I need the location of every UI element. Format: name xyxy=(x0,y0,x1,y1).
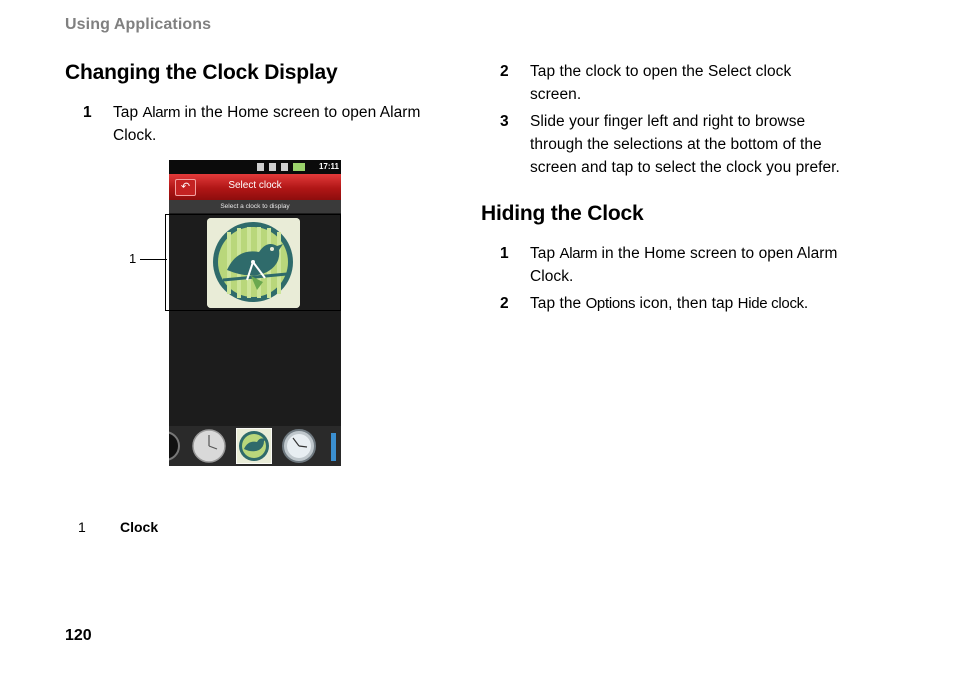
callout-leader-line xyxy=(140,259,167,260)
partial-clock-thumbnail-icon[interactable] xyxy=(169,429,181,463)
step-number: 2 xyxy=(500,63,509,80)
hide-step-1 xyxy=(500,242,900,288)
step-text-line3: screen and tap to select the clock you prefer. xyxy=(530,159,840,176)
bird-clock-thumbnail-icon[interactable] xyxy=(236,428,272,464)
step-text-mid: icon, then tap xyxy=(635,295,738,312)
analog-clock-thumbnail-icon[interactable] xyxy=(191,429,227,463)
step-text-line1: Slide your finger left and right to browse xyxy=(530,113,806,130)
step-number: 1 xyxy=(83,104,92,121)
page-number: 120 xyxy=(65,627,92,644)
clock-selector-strip[interactable] xyxy=(169,426,341,466)
step-number: 2 xyxy=(500,295,509,312)
signal-icon xyxy=(281,163,288,171)
sd-card-icon xyxy=(269,163,276,171)
step-text-line2: through the selections at the bottom of the xyxy=(530,136,822,153)
battery-icon xyxy=(293,163,305,171)
back-icon[interactable]: ↶ xyxy=(175,179,196,196)
step-text-end: . xyxy=(803,295,809,312)
step-text-pre: Tap the xyxy=(530,295,586,312)
ui-term-options: Options xyxy=(585,295,636,312)
clock-highlight-frame xyxy=(165,214,341,311)
section-heading-hiding-clock: Hiding the Clock xyxy=(481,202,644,225)
step-text-pre: Tap xyxy=(530,245,560,262)
caption-number: 1 xyxy=(78,519,86,535)
status-time: 17:11 xyxy=(318,162,339,171)
section-heading-changing-clock: Changing the Clock Display xyxy=(65,61,338,84)
hide-step-2 xyxy=(500,292,920,316)
step-text-pre: Tap xyxy=(113,104,143,121)
running-head: Using Applications xyxy=(65,16,212,33)
screen-title: Select clock xyxy=(228,180,282,191)
digital-clock-thumbnail-icon[interactable] xyxy=(327,429,341,463)
notification-icon xyxy=(257,163,264,171)
step-3-right xyxy=(500,110,900,180)
step-text-line2: Clock. xyxy=(113,127,157,144)
step-text-post: in the Home screen to open Alarm xyxy=(180,104,421,121)
step-text xyxy=(530,110,840,179)
step-number: 1 xyxy=(500,245,509,262)
step-number: 3 xyxy=(500,113,509,130)
chrome-clock-thumbnail-icon[interactable] xyxy=(281,429,317,463)
step-text-line2: screen. xyxy=(530,86,582,103)
step-text-line1: Tap the clock to open the Select clock xyxy=(530,63,792,80)
step-text xyxy=(113,101,420,147)
phone-screenshot xyxy=(169,160,341,466)
ui-term-alarm: Alarm xyxy=(142,104,181,121)
step-text-post: in the Home screen to open Alarm xyxy=(597,245,838,262)
step-1-left xyxy=(83,101,463,147)
screen-subtitle: Select a clock to display xyxy=(169,200,341,213)
ui-term-hide-clock: Hide clock xyxy=(737,295,804,312)
title-bar xyxy=(169,174,341,200)
step-text-line2: Clock. xyxy=(530,268,574,285)
step-text xyxy=(530,60,791,106)
callout-number: 1 xyxy=(129,251,137,266)
step-text xyxy=(530,242,837,288)
step-2-right xyxy=(500,60,900,106)
step-text xyxy=(530,292,808,315)
ui-term-alarm: Alarm xyxy=(559,245,598,262)
status-bar xyxy=(169,160,341,174)
caption-text: Clock xyxy=(120,519,159,535)
